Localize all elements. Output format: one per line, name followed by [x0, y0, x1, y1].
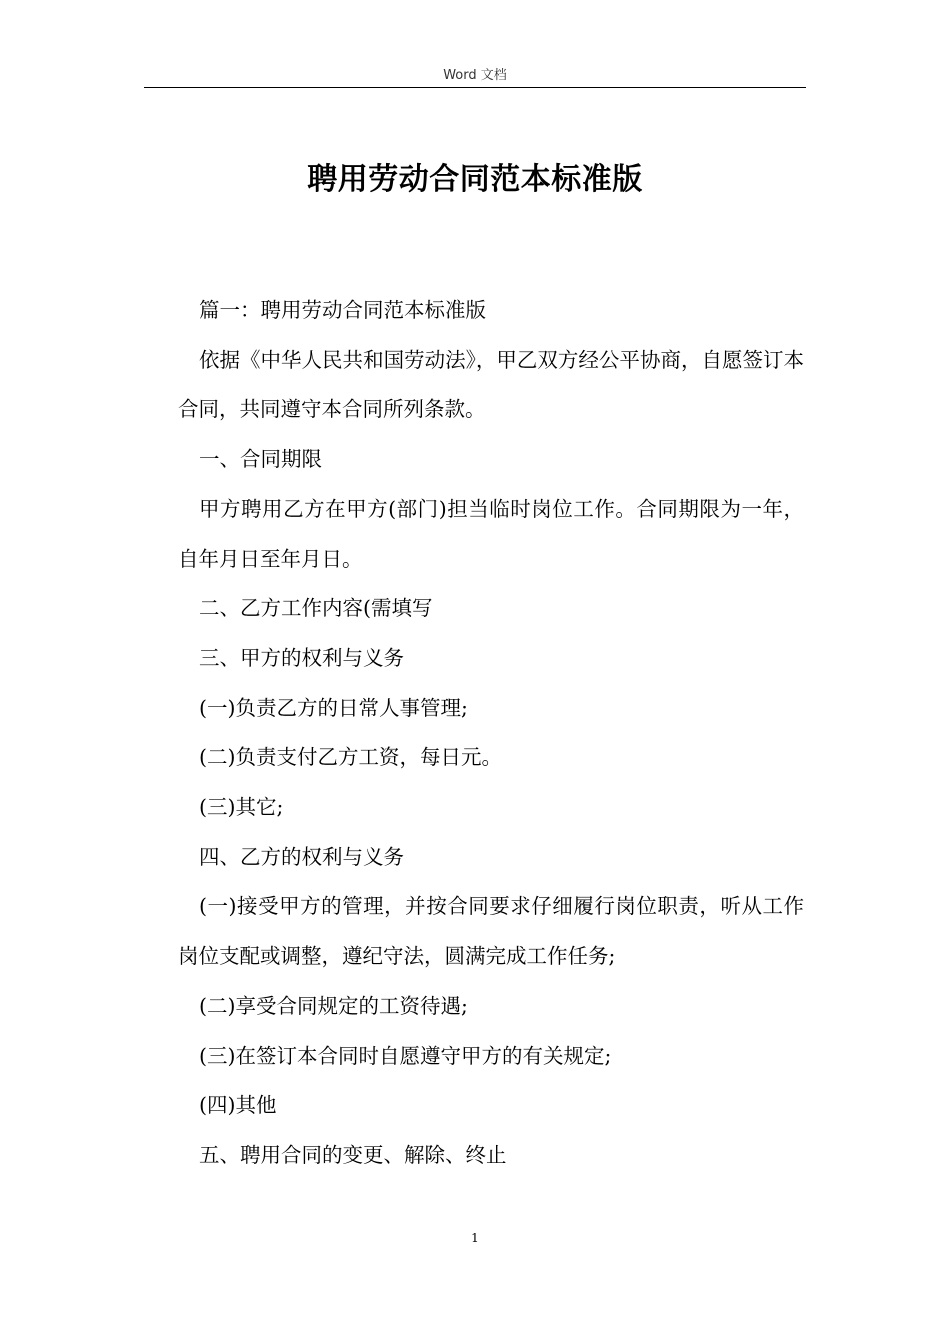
paragraph-list-item: (三)其它;	[199, 795, 284, 820]
paragraph-list-item: (一)负责乙方的日常人事管理;	[199, 695, 468, 720]
paragraph-clause-heading: 四、乙方的权利与义务	[199, 844, 404, 869]
paragraph-list-item: (二)享受合同规定的工资待遇;	[199, 993, 468, 1018]
paragraph-clause-heading: 二、乙方工作内容(需填写	[199, 596, 433, 621]
paragraph-list-item: (二)负责支付乙方工资，每日元。	[199, 745, 502, 770]
paragraph-list-item: (三)在签订本合同时自愿遵守甲方的有关规定;	[199, 1043, 612, 1068]
document-body	[178, 286, 804, 1181]
page-number: 1	[471, 1231, 479, 1245]
header-divider	[144, 87, 806, 88]
paragraph-list-item: (四)其他	[199, 1093, 277, 1118]
paragraph-section-heading: 篇一：聘用劳动合同范本标准版	[199, 298, 486, 322]
paragraph-list-item: (一)接受甲方的管理，并按合同要求仔细履行岗位职责，听从工作岗位支配或调整，遵纪守法，圆满完成工作任务;	[178, 894, 804, 969]
document-title: 聘用劳动合同范本标准版	[307, 162, 643, 197]
paragraph-clause-text: 甲方聘用乙方在甲方(部门)担当临时岗位工作。合同期限为一年，自年月日至年月日。	[178, 496, 804, 571]
paragraph-preamble: 依据《中华人民共和国劳动法》，甲乙双方经公平协商，自愿签订本合同，共同遵守本合同所列条款。	[178, 347, 804, 422]
paragraph-clause-heading: 一、合同期限	[199, 447, 322, 472]
paragraph-clause-heading: 三、甲方的权利与义务	[199, 645, 404, 670]
paragraph-clause-heading: 五、聘用合同的变更、解除、终止	[199, 1142, 507, 1167]
page-header-text: Word 文档	[443, 68, 507, 83]
